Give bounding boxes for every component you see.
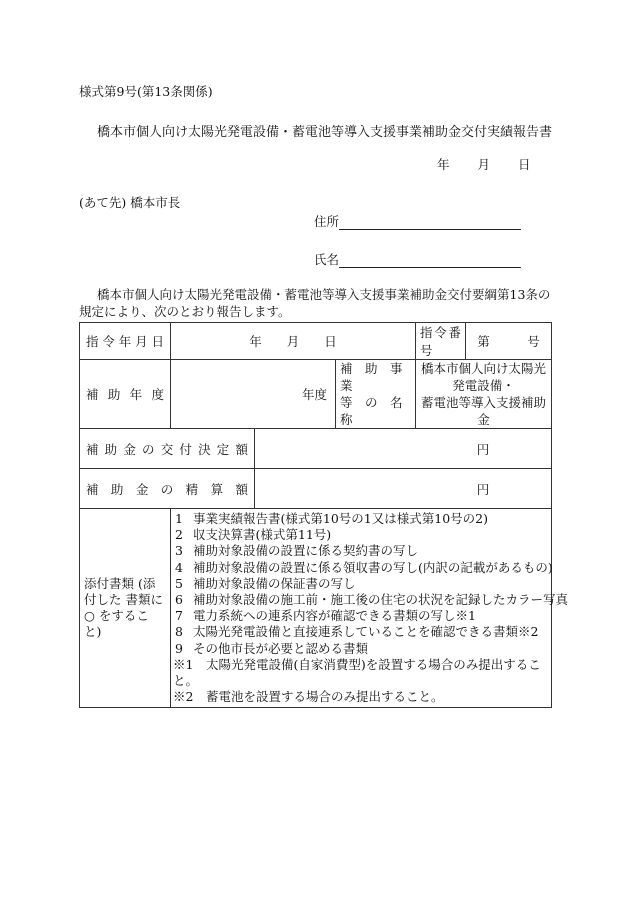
project-name-value bbox=[416, 360, 552, 429]
attachment-item bbox=[173, 543, 549, 559]
settlement-amount-value: 円 bbox=[255, 469, 552, 509]
attachment-text: 補助対象設備の設置に係る契約書の写し bbox=[193, 543, 419, 559]
name-label: 氏名 bbox=[314, 252, 340, 267]
attachment-number: 6 bbox=[175, 592, 183, 608]
attachment-item bbox=[173, 527, 549, 543]
attachment-text: 太陽光発電設備と直接連系していることを確認できる書類※2 bbox=[193, 624, 539, 640]
attachments-label: 添付書類 (添付した 書類に○ をするこ と) bbox=[80, 509, 171, 708]
name-line bbox=[314, 250, 521, 268]
date-line bbox=[437, 155, 530, 173]
row-decision-amount bbox=[80, 429, 552, 469]
attachment-text: 補助対象設備の施工前・施工後の住宅の状況を記録したカラー写真 bbox=[193, 592, 569, 608]
intro-line-1: 橋本市個人向け太陽光発電設備・蓄電池等導入支援事業補助金交付要綱第13条の bbox=[97, 287, 551, 302]
date-month: 月 bbox=[477, 157, 490, 172]
attachments-list bbox=[171, 509, 569, 708]
document-title: 橋本市個人向け太陽光発電設備・蓄電池等導入支援事業補助金交付実績報告書 bbox=[97, 125, 553, 140]
attachment-item bbox=[173, 624, 549, 640]
attachment-text: 事業実績報告書(様式第10号の1又は様式第10号の2) bbox=[193, 511, 488, 526]
attachment-item bbox=[173, 641, 549, 657]
project-name-label-line-2: 等 の 名 称 bbox=[340, 395, 416, 427]
settlement-amount-label: 補助金の精算額 bbox=[80, 469, 255, 509]
attachment-item bbox=[173, 576, 549, 592]
project-name-label bbox=[336, 360, 416, 429]
attachment-number: 9 bbox=[175, 640, 183, 656]
fiscal-year-value: 年度 bbox=[171, 360, 336, 429]
attachment-text: 補助対象設備の保証書の写し bbox=[193, 575, 356, 591]
attachment-text: 収支決算書(様式第11号) bbox=[193, 527, 332, 543]
attachment-item bbox=[173, 592, 569, 608]
intro-line-2: 規定により、次のとおり報告します。 bbox=[79, 304, 291, 319]
attachment-number: 5 bbox=[175, 575, 183, 591]
attachment-number: 4 bbox=[175, 559, 183, 575]
attachment-text: 電力系統への連系内容が確認できる書類の写し※1 bbox=[193, 608, 476, 624]
decision-amount-value: 円 bbox=[255, 429, 552, 469]
address-field[interactable] bbox=[339, 216, 521, 230]
attachment-number: 1 bbox=[175, 511, 183, 526]
attachment-number: 8 bbox=[175, 624, 183, 640]
row-project bbox=[80, 360, 552, 429]
attachment-item bbox=[173, 608, 549, 624]
date-day: 日 bbox=[517, 157, 531, 172]
attachment-text: 補助対象設備の設置に係る領収書の写し(内訳の記載があるもの) bbox=[193, 559, 553, 575]
attachment-number: 7 bbox=[175, 608, 183, 624]
attachment-text: その他市長が必要と認める書類 bbox=[193, 640, 369, 656]
report-table bbox=[79, 322, 569, 708]
row-attachments bbox=[80, 509, 552, 708]
attachment-item bbox=[173, 511, 549, 527]
fiscal-year-label: 補助年度 bbox=[80, 360, 171, 429]
attachment-number: 2 bbox=[175, 527, 183, 543]
order-date-label: 指令年月日 bbox=[80, 323, 171, 360]
project-name-value-line-1: 橋本市個人向け太陽光発電設備・ bbox=[421, 361, 547, 393]
name-field[interactable] bbox=[339, 254, 521, 268]
address-line bbox=[314, 212, 521, 230]
attachments-note-2: ※2 蓄電池を設置する場合のみ提出すること。 bbox=[173, 689, 444, 705]
order-number-label: 指令番号 bbox=[416, 323, 466, 360]
project-name-value-line-2: 蓄電池等導入支援補助金 bbox=[421, 395, 547, 427]
attachment-item bbox=[173, 559, 553, 576]
row-settlement-amount bbox=[80, 469, 552, 509]
project-name-label-line-1: 補 助 事 業 bbox=[340, 361, 416, 393]
form-number: 様式第9号(第13条関係) bbox=[79, 84, 213, 99]
order-number-value: 第 号 bbox=[466, 323, 552, 360]
addressee: (あて先) 橋本市長 bbox=[79, 195, 181, 210]
attachments-note-1: ※1 太陽光発電設備(自家消費型)を設置する場合のみ提出すること。 bbox=[173, 656, 541, 689]
attachment-number: 3 bbox=[175, 543, 183, 559]
decision-amount-label: 補助金の交付決定額 bbox=[80, 429, 255, 469]
row-order bbox=[80, 323, 552, 360]
order-date-value: 年 月 日 bbox=[171, 323, 416, 360]
address-label: 住所 bbox=[314, 214, 340, 229]
date-year: 年 bbox=[437, 157, 450, 172]
